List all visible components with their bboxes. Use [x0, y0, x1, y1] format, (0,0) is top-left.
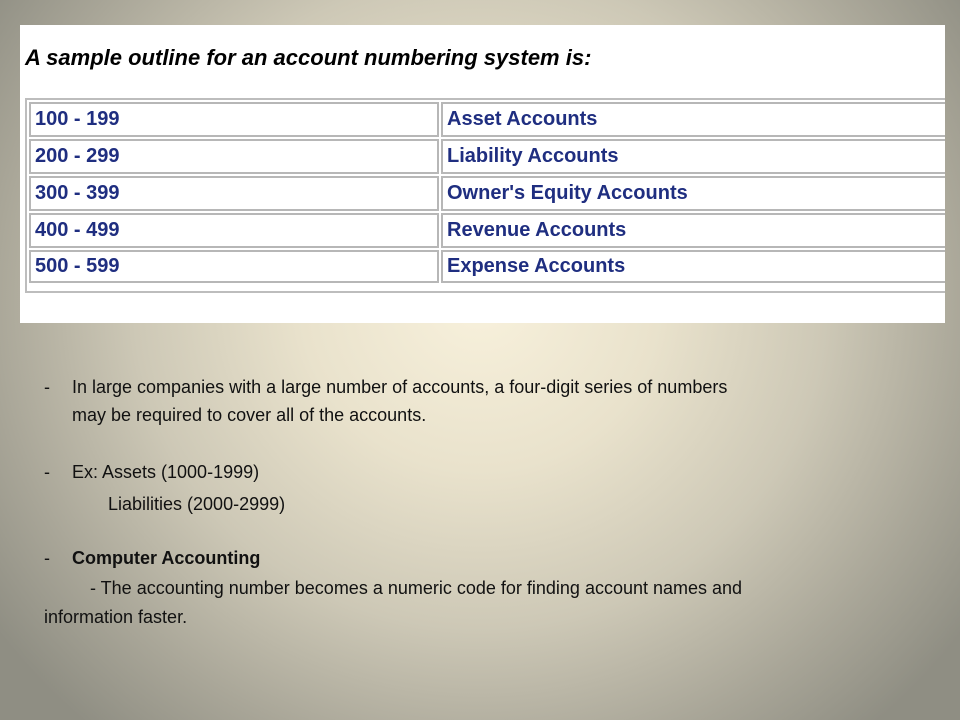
- spacer-cell: [29, 285, 439, 289]
- table-footer-spacer: [29, 285, 945, 289]
- table-row: [29, 250, 945, 283]
- bullet-heading: Computer Accounting: [72, 548, 261, 568]
- account-name-cell: Revenue Accounts: [441, 213, 945, 248]
- account-name-cell: Expense Accounts: [441, 250, 945, 283]
- bullet-dash: -: [44, 377, 50, 397]
- account-outline-image: [20, 25, 945, 323]
- bullet-text-line: Ex: Assets (1000-1999): [72, 462, 260, 482]
- table-row: [29, 213, 945, 248]
- account-name-cell: Owner's Equity Accounts: [441, 176, 945, 211]
- account-name-cell: Liability Accounts: [441, 139, 945, 174]
- table-row: [29, 139, 945, 174]
- account-range-cell: 100 - 199: [29, 102, 439, 137]
- account-ranges-table: [25, 98, 945, 293]
- spacer-cell: [441, 285, 945, 289]
- bullet-dash: -: [44, 548, 50, 568]
- bullet-text-line: - The accounting number becomes a numeric code for finding account names and: [90, 578, 743, 598]
- account-range-cell: 500 - 599: [29, 250, 439, 283]
- table-row: [29, 102, 945, 137]
- bullet-text-line: In large companies with a large number of accounts, a four-digit series of numbers: [72, 377, 728, 397]
- bullet-text-line: may be required to cover all of the accounts.: [72, 405, 427, 425]
- account-range-cell: 200 - 299: [29, 139, 439, 174]
- bullet-text-line: information faster.: [44, 607, 188, 627]
- account-range-cell: 300 - 399: [29, 176, 439, 211]
- account-name-cell: Asset Accounts: [441, 102, 945, 137]
- account-range-cell: 400 - 499: [29, 213, 439, 248]
- bullet-text-line: Liabilities (2000-2999): [108, 494, 286, 514]
- image-title: A sample outline for an account numbering system is:: [25, 45, 592, 70]
- bullet-dash: -: [44, 462, 50, 482]
- table-row: [29, 176, 945, 211]
